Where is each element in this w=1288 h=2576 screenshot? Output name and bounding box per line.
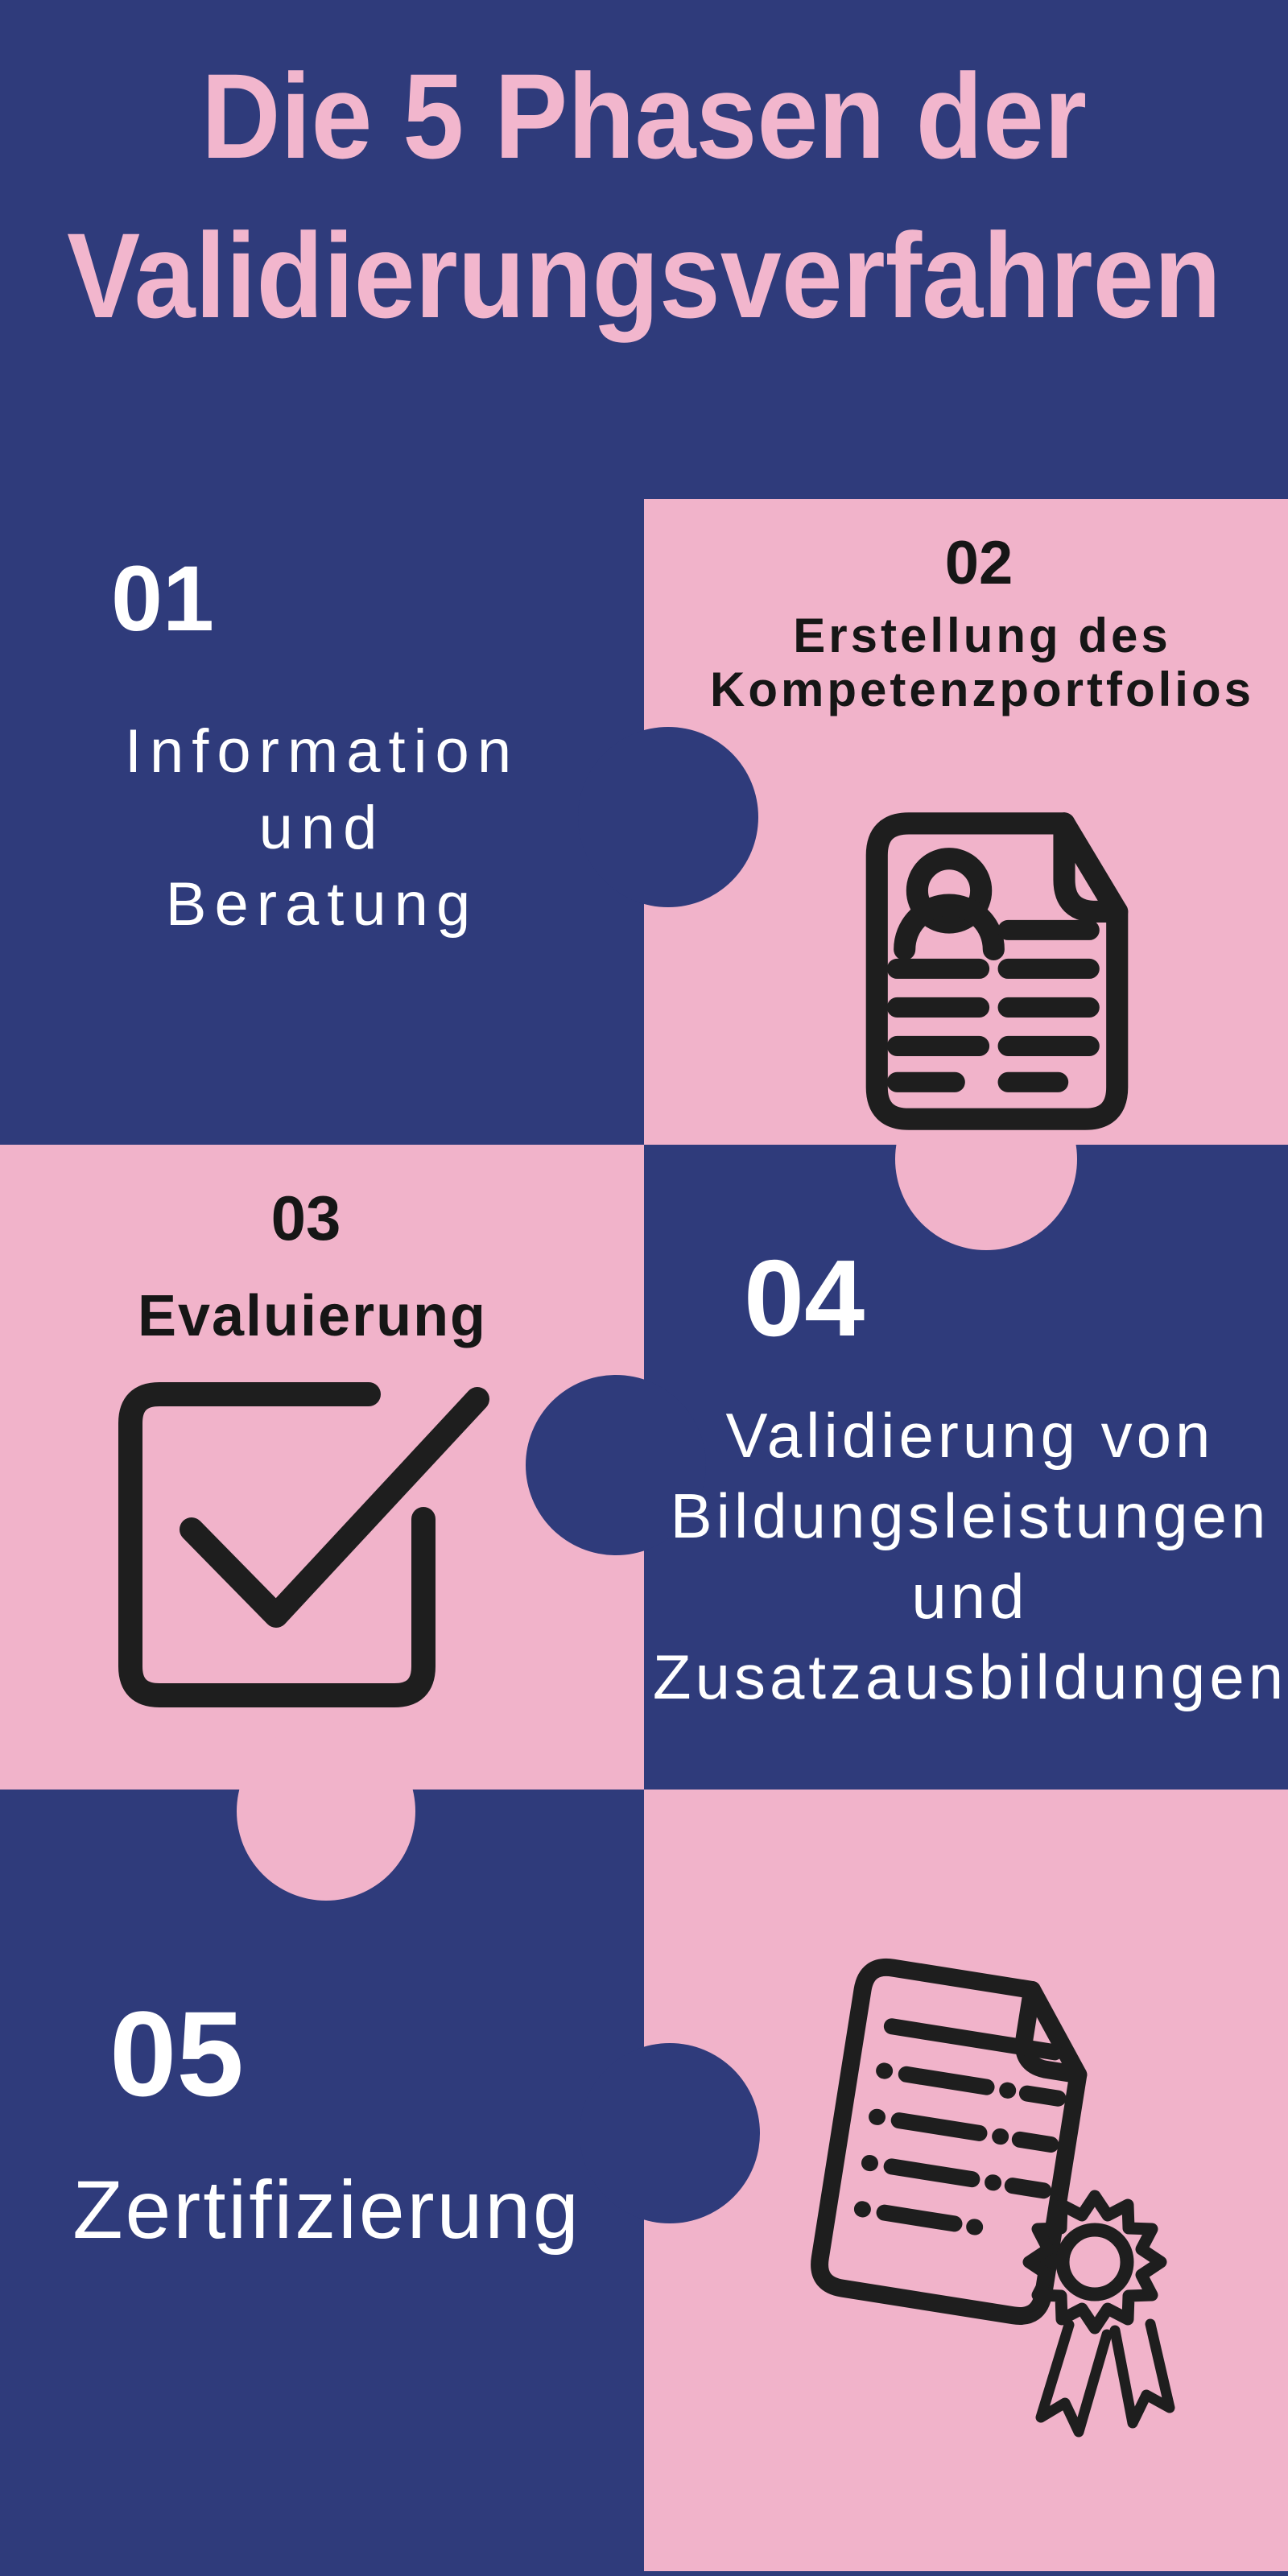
phase-02-heading-line2: Kompetenzportfolios (710, 663, 1254, 716)
phase-01-number: 01 (111, 547, 214, 650)
phase-04-text-line4: Zusatzausbildungen (652, 1641, 1288, 1712)
phase-01-text-line2: und (258, 794, 386, 862)
phase-04-number: 04 (744, 1237, 865, 1359)
cv-document-icon (858, 807, 1136, 1134)
page-title-line2: Validierungsverfahren (67, 208, 1221, 343)
phase-02-heading-line1: Erstellung des (793, 609, 1171, 663)
phase-04-text-line2: Bildungsleistungen (670, 1480, 1270, 1551)
phase-04-text (648, 1395, 1288, 1717)
phase-03-number: 03 (270, 1183, 341, 1253)
phase-04-text-line3: und (911, 1561, 1029, 1632)
phase-02-heading (660, 609, 1288, 716)
phase-03-heading: Evaluierung (137, 1284, 488, 1348)
phase-05-number: 05 (109, 1986, 244, 2121)
puzzle-tab-pink-2 (237, 1722, 415, 1901)
phase-05-text: Zertifizierung (72, 2164, 581, 2256)
phase-01-text-line3: Beratung (165, 870, 479, 939)
phase-04-text-line1: Validierung von (725, 1400, 1215, 1471)
phase-01-text-line1: Information (124, 717, 520, 786)
page-title (58, 36, 1230, 355)
phase-02-number: 02 (944, 529, 1013, 597)
phase-01-text (0, 713, 644, 943)
checkbox-checked-icon (111, 1377, 489, 1715)
certificate-ribbon-icon (805, 1956, 1175, 2455)
page-title-line1: Die 5 Phasen der (200, 48, 1088, 184)
